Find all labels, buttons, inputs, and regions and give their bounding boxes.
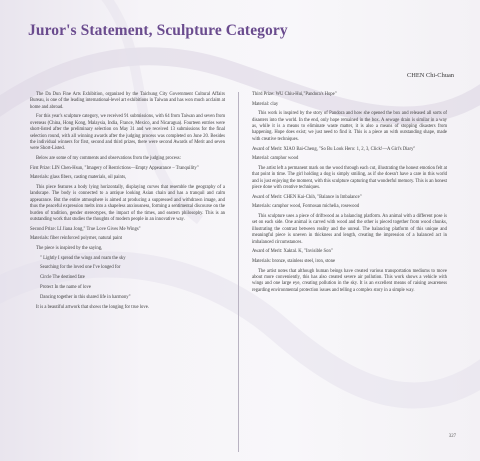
- intro-paragraph: The Da Dun Fine Arts Exhibition, organized by the Taichung City Government Cultural Affairs Bureau, is one of the leading international-level art exhibitions in Taiwan and has won much acclaim at home and abroad.: [30, 92, 225, 110]
- merit-award-1-title: Award of Merit: XIAO Bai-Cheng, "So Bu Look Hero: 1, 2, 3, Click!—A Girl's Diary": [252, 146, 416, 152]
- merit-award-1-materials: Material: camphor wood: [252, 156, 299, 162]
- second-prize-intro: The piece is inspired by the saying,: [36, 246, 103, 252]
- page-number: 327: [448, 434, 456, 439]
- poem-line: Protect In the name of love: [40, 285, 91, 291]
- first-prize-title: First Prize: LIN Chen-Hsun, "Imagery of Restrictions—Empty Appearance – Tranquility": [30, 165, 199, 171]
- poem-line: Dancing together in this shared life in harmony": [40, 294, 131, 300]
- merit-award-2-title: Award of Merit: CHEN Kai-Chih, "Balance in Imbalance": [252, 194, 362, 200]
- poem-line: " Lightly I spread the wings and roam the sky: [40, 255, 126, 261]
- merit-award-3-description: The artist notes that although human beings have created various transportation mediums to move about more conveniently, this has also created severe air pollution. This work shows a vehicle with wings and one large eye, creating pollution in the sky. It is an excellent means of raising awareness regarding environmental protection issues and telling a complex story in a simple way.: [252, 268, 447, 293]
- author-name: CHEN Chi-Chuan: [406, 72, 454, 79]
- first-prize-materials: Materials: glass fibers, casting materials, oil paints,: [30, 175, 127, 181]
- second-prize-title: Second Prize: LI Jiana Jong," True Love Gives Me Wings": [30, 226, 141, 232]
- merit-award-3-materials: Materials: bronze, stainless steel, iron, stone: [252, 259, 336, 265]
- submissions-paragraph: For this year's sculpture category, we received 91 submissions, with 64 from Taiwan and seven from overseas (China, Hong Kong, Malaysia, India, France, Mexico, and Nicaragua). Fourteen entries were short-listed after the preliminary selection on May 31 and we received 13 submissions for the final selection round, with all winning awards after the judging process was completed on June 20. Besides the individual winners for first, second and third prizes, there were second Awards of Merit and seven were Short-Listed.: [30, 114, 225, 152]
- left-column: [30, 92, 225, 314]
- comments-paragraph: Below are some of my comments and observations from the judging process:: [36, 156, 181, 162]
- merit-award-2-description: This sculpture uses a piece of driftwood as a balancing platform. An animal with a different pose is set on each side. One animal is carved with wood and the other is pieced together from wood chunks, illustrating the contrast between reality and the unreal. The balancing platform of this unique and meaningful piece is uneven in thickness and length, creating the impression of a balanced act in imbalanced circumstances.: [252, 214, 447, 245]
- right-column: [252, 92, 447, 297]
- column-divider: [238, 92, 239, 452]
- page-title: Juror's Statement, Sculpture Category: [28, 22, 288, 39]
- merit-award-1-description: The artist left a permanent mark on the wood through each cut, illustrating the honest emotion felt at that point in time. The girl holding a dog is simply smiling, as if she doesn't have a care in this world and is just enjoying the moment, with this sculpture capturing that wonderful memory. This is an honest piece done with creative techniques.: [252, 165, 447, 191]
- poem-block: [30, 256, 225, 302]
- merit-award-2-materials: Materials: camphor wood, Formosan michelia, rosewood: [252, 204, 360, 210]
- first-prize-description: This piece features a body lying horizontally, displaying curves that resemble the geography of a landscape. The body is connected to a antique looking Asian chain and has a tranquil and calm appearance. But the entire atmosphere is aimed at producing a suppressed and withdrawn image, and thus the peaceful expression melts into a shapeless anxiousness, forming a sentimental discourse on the burden of tradition, gender stereotypes, the impact of the times, and eastern philosophy. This is an outstanding work that studies the thoughts of modern people in an innovative way.: [30, 185, 225, 223]
- merit-award-3-title: Award of Merit: Xaktal. K, "Invisible Son": [252, 249, 333, 255]
- third-prize-description: This work is inspired by the story of Pandora and how she opened the box and released all sorts of disasters into the world. In the end, only hope remained in the box. A sewage drain is similar in a way as, while it is a means to eliminate waste matter, it is also a means of stopping disasters from happening. Hope does exist; we just need to find it. This is a piece an with outstanding shape, made with creative techniques.: [252, 111, 447, 142]
- second-prize-ending: It is a beautiful artwork that shows the longing for true love.: [36, 304, 149, 310]
- third-prize-materials: Material: clay: [252, 101, 279, 107]
- poem-line: Searching for the loved one I've longed for: [40, 265, 121, 271]
- second-prize-materials: Materials: fiber reinforced polymer, natural paint: [30, 236, 122, 242]
- poem-line: Circle The destined fate: [40, 275, 85, 281]
- third-prize-title: Third Prize: WU Chiu-Hui,"Pandora's Hope": [252, 92, 337, 97]
